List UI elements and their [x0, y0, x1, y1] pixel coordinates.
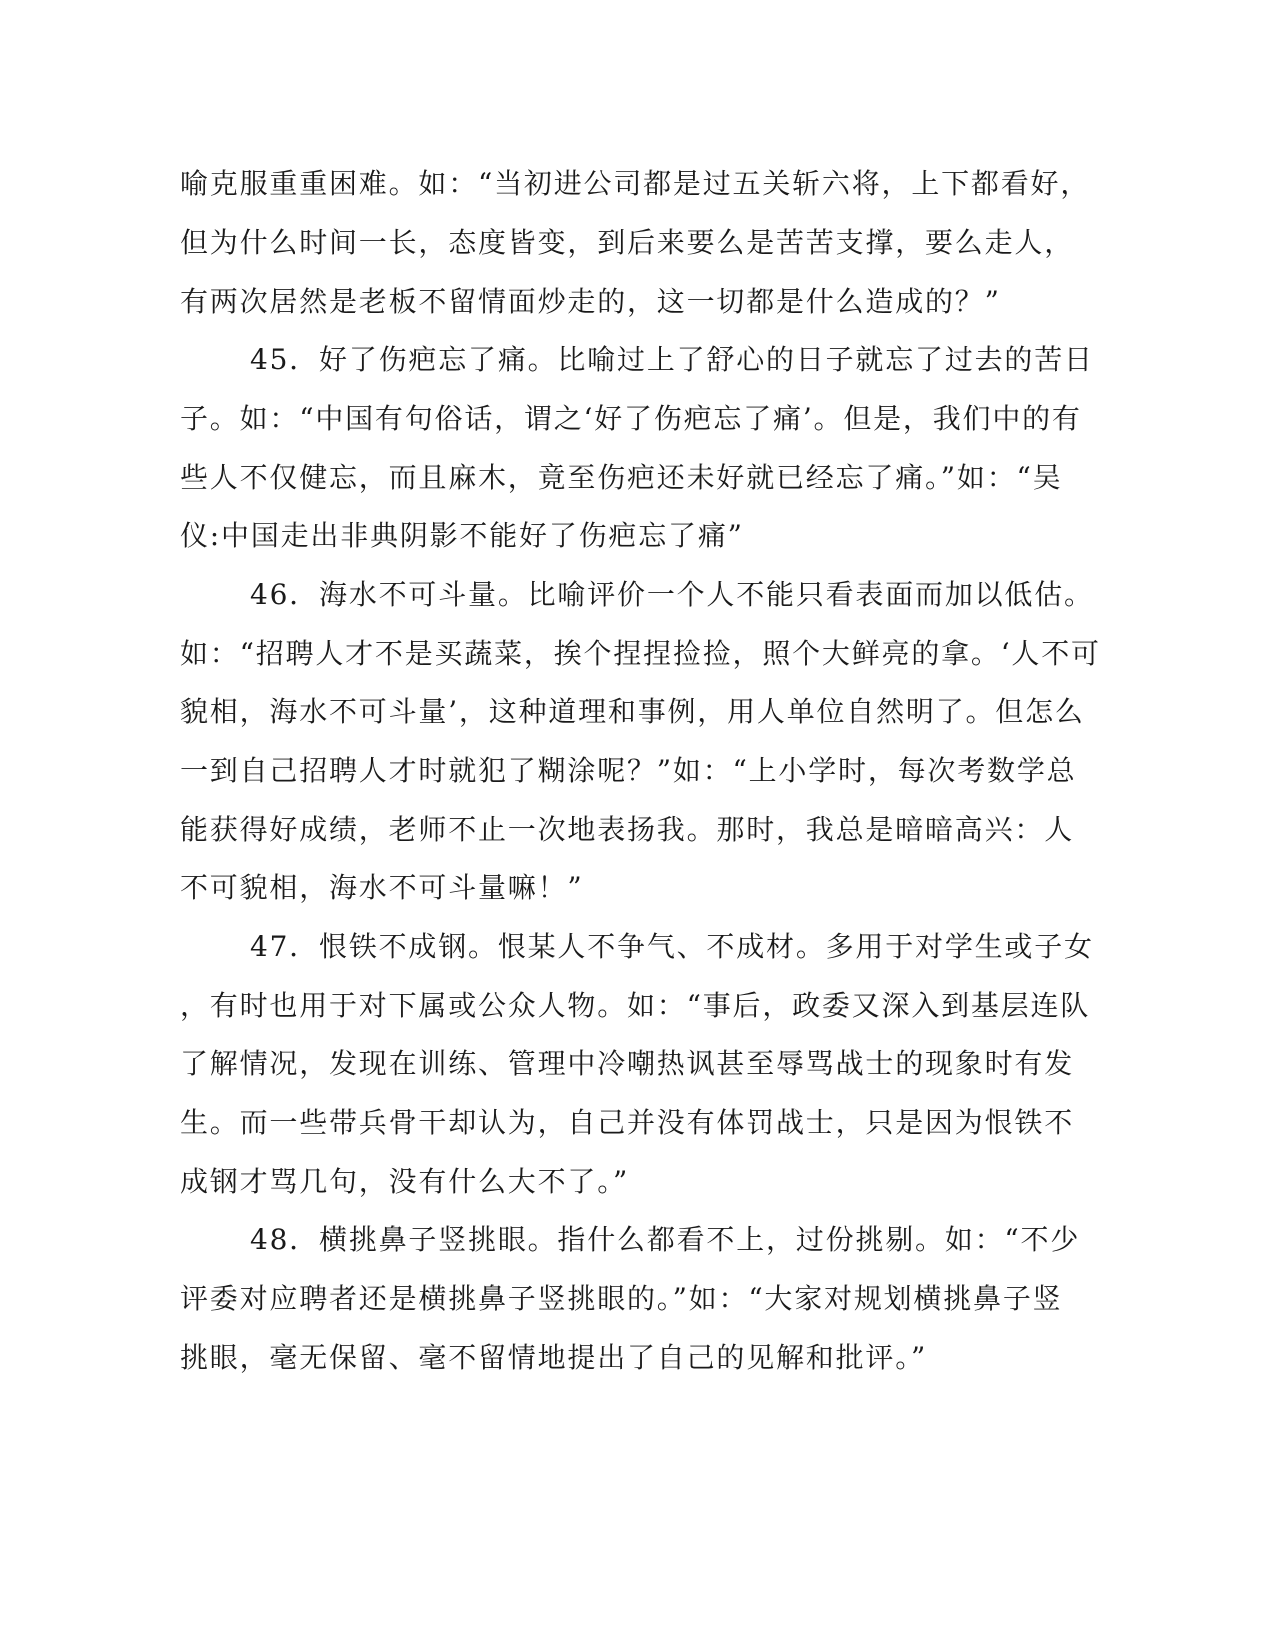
text-line: 仪:中国走出非典阴影不能好了伤疤忘了痛”: [180, 519, 744, 552]
text-line: 一到自己招聘人才时就犯了糊涂呢？”如：“上小学时，每次考数学总: [180, 754, 1077, 787]
text-line: 评委对应聘者还是横挑鼻子竖挑眼的。”如：“大家对规划横挑鼻子竖: [180, 1282, 1063, 1315]
text-line: 了解情况，发现在训练、管理中冷嘲热讽甚至辱骂战士的现象时有发: [180, 1047, 1075, 1080]
text-line: 喻克服重重困难。如：“当初进公司都是过五关斩六将，上下都看好，: [180, 167, 1091, 200]
text-line: 45．好了伤疤忘了痛。比喻过上了舒心的日子就忘了过去的苦日: [250, 343, 1094, 376]
text-line: 子。如：“中国有句俗话，谓之‘好了伤疤忘了痛’。但是，我们中的有: [180, 402, 1082, 435]
text-line: 如：“招聘人才不是买蔬菜，挨个捏捏捡捡，照个大鲜亮的拿。‘人不可: [180, 637, 1101, 670]
text-line: 不可貌相，海水不可斗量嘛！”: [180, 871, 584, 904]
text-line: 能获得好成绩，老师不止一次地表扬我。那时，我总是暗暗高兴：人: [180, 813, 1075, 846]
text-line: 47．恨铁不成钢。恨某人不争气、不成材。多用于对学生或子女: [250, 930, 1094, 963]
text-line: 46．海水不可斗量。比喻评价一个人不能只看表面而加以低估。: [250, 578, 1094, 611]
text-line: 挑眼，毫无保留、毫不留情地提出了自己的见解和批评。”: [180, 1341, 928, 1374]
text-line: 些人不仅健忘，而且麻木，竟至伤疤还未好就已经忘了痛。”如：“吴: [180, 461, 1063, 494]
text-line: 48．横挑鼻子竖挑眼。指什么都看不上，过份挑剔。如：“不少: [250, 1223, 1081, 1256]
text-line: 成钢才骂几句，没有什么大不了。”: [180, 1165, 630, 1198]
text-line: 貌相，海水不可斗量’，这种道理和事例，用人单位自然明了。但怎么: [180, 695, 1085, 728]
text-line: 生。而一些带兵骨干却认为，自己并没有体罚战士，只是因为恨铁不: [180, 1106, 1075, 1139]
text-line: 有两次居然是老板不留情面炒走的，这一切都是什么造成的？”: [180, 285, 1001, 318]
text-line: 但为什么时间一长，态度皆变，到后来要么是苦苦支撑，要么走人，: [180, 226, 1075, 259]
text-line: ，有时也用于对下属或公众人物。如：“事后，政委又深入到基层连队: [180, 989, 1091, 1022]
